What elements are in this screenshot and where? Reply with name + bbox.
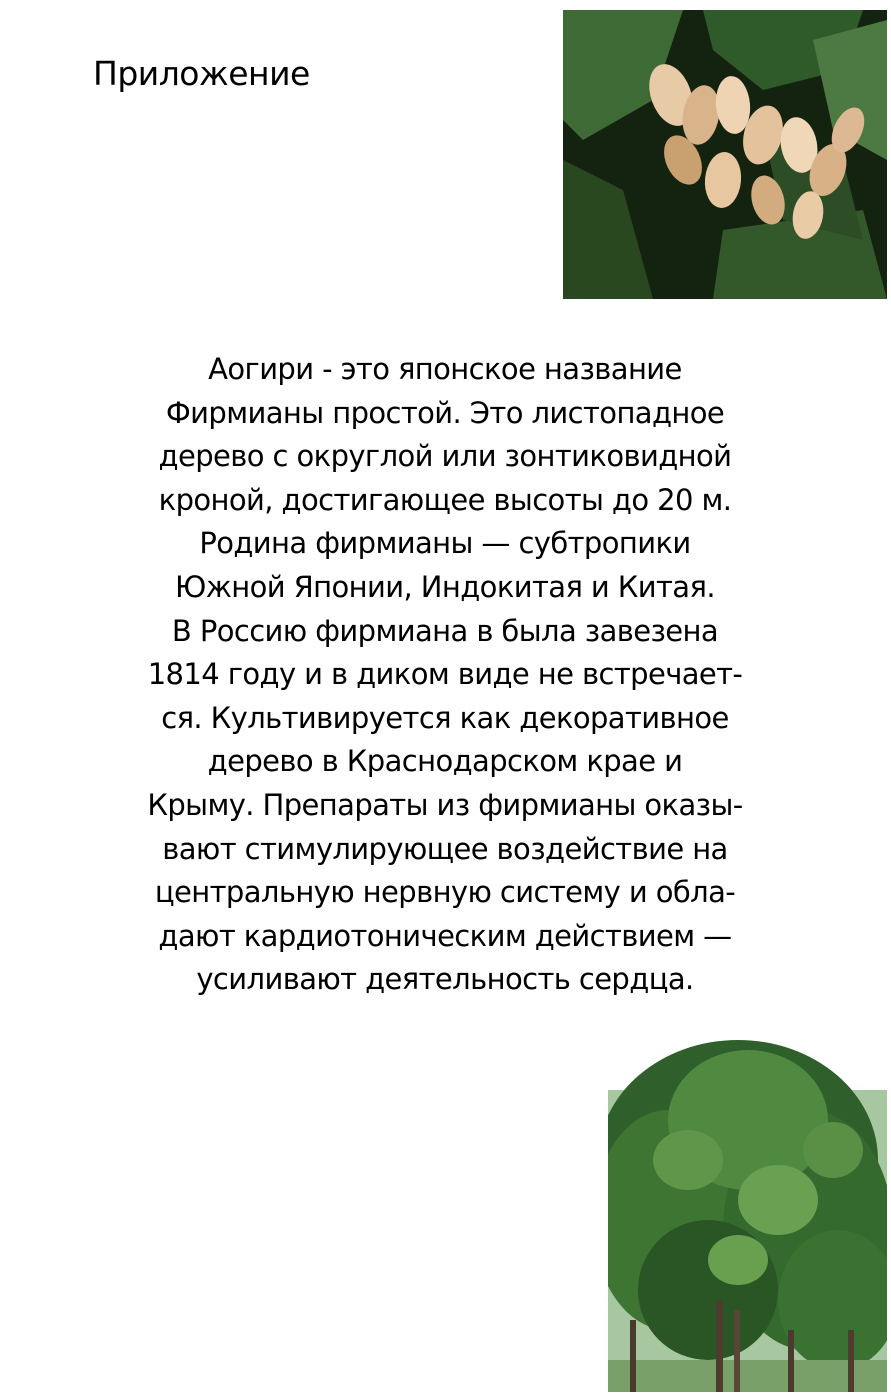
tree-photo	[608, 1030, 887, 1392]
text-line: Аогири - это японское название	[208, 352, 682, 386]
text-line: дают кардиотоническим действием —	[158, 918, 732, 953]
text-line: усиливают деятельность сердца.	[196, 962, 694, 997]
text-line: Родина фирмианы — субтропики	[199, 526, 691, 561]
text-line: кроной, достигающее высоты до 20 м.	[158, 482, 732, 517]
page-title: Приложение	[93, 54, 310, 93]
text-line: 1814 году и в диком виде не встречает-	[147, 657, 743, 692]
text-line: вают стимулирующее воздействие на	[162, 831, 728, 866]
text-line: Южной Японии, Индокитая и Китая.	[175, 569, 715, 604]
text-line: В Россию фирмиана в была завезена	[171, 613, 719, 648]
flowers-photo	[563, 10, 887, 299]
text-line: Крыму. Препараты из фирмианы оказы-	[147, 787, 743, 822]
tree-icon	[608, 1030, 887, 1392]
description-text	[100, 348, 790, 1002]
text-line: дерево с округлой или зонтиковидной	[158, 439, 732, 474]
text-line: Фирмианы простой. Это листопадное	[165, 395, 725, 430]
text-line: дерево в Краснодарском крае и	[207, 744, 683, 779]
text-line: ся. Культивируется как декоративное	[161, 700, 729, 735]
text-line: центральную нервную систему и обла-	[154, 875, 736, 910]
plant-flowers-icon	[563, 10, 887, 299]
